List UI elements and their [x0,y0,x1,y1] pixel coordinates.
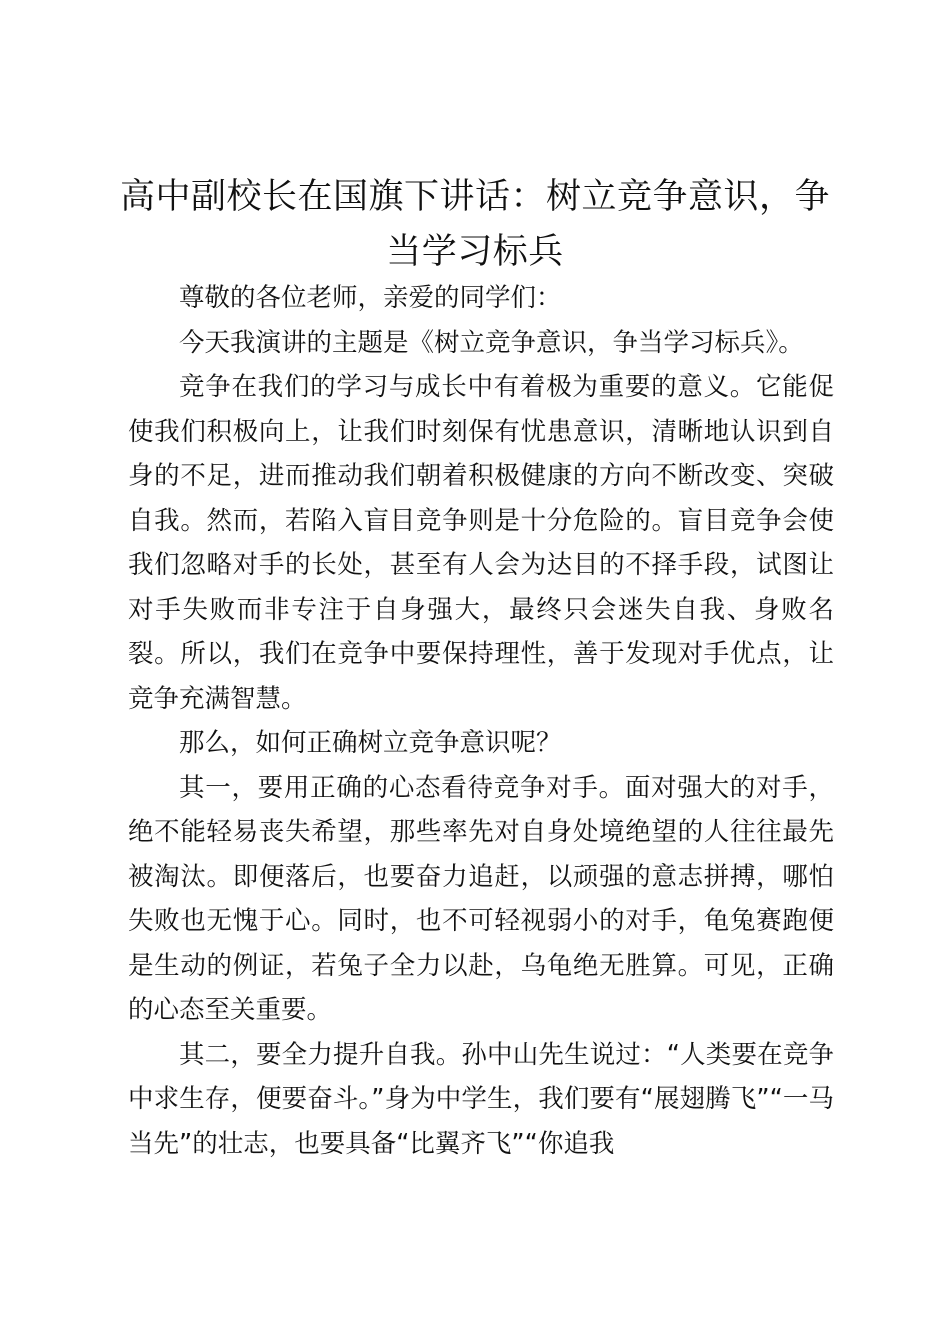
paragraph-topic: 今天我演讲的主题是《树立竞争意识，争当学习标兵》。 [179,327,804,358]
paragraph-point-two: 其二，要全力提升自我。孙中山先生说过：“人类要在竞争中求生存，便要奋斗。”身为中学生，我们要有“展翅腾飞”“一马当先”的壮志，也要具备“比翼齐飞”“你追我 [128,1039,834,1159]
document-title: 高中副校长在国旗下讲话：树立竞争意识，争当学习标兵 [119,177,830,272]
paragraph-point-one: 其一，要用正确的心态看待竞争对手。面对强大的对手，绝不能轻易丧失希望，那些率先对自身处境绝望的人往往最先被淘汰。即便落后，也要奋力追赶，以顽强的意志拼搏，哪怕失败也无愧于心。同时，也不可轻视弱小的对手，龟兔赛跑便是生动的例证，若兔子全力以赴，乌龟绝无胜算。可见，正确的心态至关重要。 [128,772,834,1025]
paragraph-competition-meaning: 竞争在我们的学习与成长中有着极为重要的意义。它能促使我们积极向上，让我们时刻保有忧患意识，清晰地认识到自身的不足，进而推动我们朝着积极健康的方向不断改变、突破自我。然而，若陷入盲目竞争则是十分危险的。盲目竞争会使我们忽略对手的长处，甚至有人会为达目的不择手段，试图让对手失败而非专注于自身强大，最终只会迷失自我、身败名裂。所以，我们在竞争中要保持理性，善于发现对手优点，让竞争充满智慧。 [128,372,834,714]
document-body [128,276,834,1166]
salutation: 尊敬的各位老师，亲爱的同学们： [179,283,562,313]
paragraph-question: 那么，如何正确树立竞争意识呢？ [179,728,562,758]
